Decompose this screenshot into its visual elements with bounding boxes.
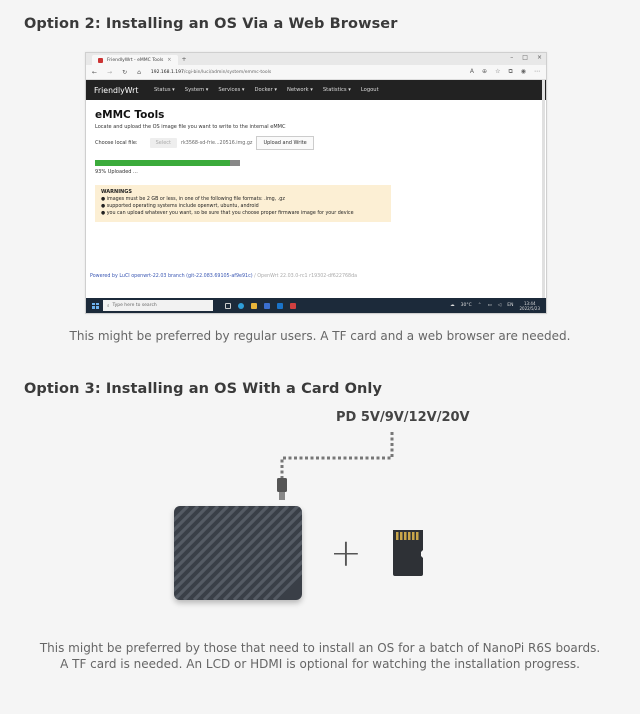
search-icon: ⌕ xyxy=(107,303,110,309)
tray-arrow-icon[interactable]: ⌃ xyxy=(477,303,482,308)
nav-status[interactable]: Status ▾ xyxy=(154,87,175,93)
home-icon[interactable]: ⌂ xyxy=(137,68,141,76)
nanopi-r6s-device-icon xyxy=(174,506,302,600)
option2-title: Option 2: Installing an OS Via a Web Browser xyxy=(24,16,398,32)
nav-system[interactable]: System ▾ xyxy=(184,87,209,93)
collections-icon[interactable]: ⧉ xyxy=(508,68,513,75)
forward-icon[interactable]: → xyxy=(107,68,113,76)
read-aloud-icon[interactable]: A xyxy=(469,68,475,75)
weather-icon[interactable]: ☁ xyxy=(450,303,455,308)
nav-network[interactable]: Network ▾ xyxy=(286,87,313,93)
more-icon[interactable]: ⋯ xyxy=(534,68,540,75)
file-name: rk3568-sd-frie...20516.img.gz xyxy=(181,140,253,146)
option3-caption-line1: This might be preferred by those that need to install an OS for a batch of NanoPi R6S boards. xyxy=(39,641,601,655)
brand-logo[interactable]: FriendlyWrt xyxy=(94,85,139,95)
back-icon[interactable]: ← xyxy=(92,68,98,76)
zoom-icon[interactable]: ⊕ xyxy=(482,68,488,75)
clock-date: 2022/5/23 xyxy=(519,305,540,311)
nav-logout[interactable]: Logout xyxy=(360,87,379,93)
tf-card-icon xyxy=(391,530,425,576)
warning-item: ● images must be 2 GB or less, in one of the following file formats: .img, .gz xyxy=(101,197,285,202)
profile-icon[interactable]: ◉ xyxy=(520,68,526,75)
favorite-icon[interactable]: ☆ xyxy=(495,68,501,75)
clock-time: 13:44 xyxy=(523,300,536,306)
option2-caption: This might be preferred by regular users. A TF card and a web browser are needed. xyxy=(69,329,571,343)
weather-temp: 30°C xyxy=(460,303,472,308)
plus-icon: + xyxy=(330,531,362,575)
page-title: eMMC Tools xyxy=(95,109,165,121)
new-tab-button[interactable]: + xyxy=(181,55,187,63)
option3-title: Option 3: Installing an OS With a Card Only xyxy=(24,381,383,397)
luci-footer-link[interactable]: Powered by LuCI openwrt-22.03 branch (git-22.083.69105-af9e91c) xyxy=(90,274,253,279)
language-indicator[interactable]: EN xyxy=(507,303,514,308)
upload-and-write-button[interactable]: Upload and Write xyxy=(256,136,313,150)
option3-caption-line2: A TF card is needed. An LCD or HDMI is optional for watching the installation progress. xyxy=(60,657,580,671)
network-icon[interactable]: ▭ xyxy=(487,303,492,308)
usb-c-plug-icon xyxy=(277,478,287,492)
warning-item: ● supported operating systems include openwrt, ubuntu, android xyxy=(101,204,259,209)
url-field[interactable]: 192.168.1.197/cgi-bin/luci/admin/system/emmc-tools xyxy=(150,69,272,75)
window-close-icon[interactable]: × xyxy=(536,54,542,61)
progress-text: 93% Uploaded ... xyxy=(95,169,138,175)
tab-title: FriendlyWrt - eMMC Tools xyxy=(107,57,164,63)
nav-statistics[interactable]: Statistics ▾ xyxy=(322,87,351,93)
refresh-icon[interactable]: ↻ xyxy=(122,68,128,76)
maximize-icon[interactable]: □ xyxy=(522,54,528,61)
warnings-title: WARNINGS xyxy=(101,189,132,195)
warning-item: ● you can upload whatever you want, so be sure that you choose proper firmware image for your device xyxy=(101,211,354,216)
nav-docker[interactable]: Docker ▾ xyxy=(254,87,277,93)
pd-power-label: PD 5V/9V/12V/20V xyxy=(336,410,470,425)
select-button[interactable]: Select xyxy=(150,138,177,148)
page-subtitle: Locate and upload the OS image file you want to write to the internal eMMC xyxy=(95,124,286,130)
close-icon[interactable]: × xyxy=(167,57,172,63)
openwrt-version: / OpenWrt 22.03.0-rc1 r19302-df622768da xyxy=(252,274,358,279)
taskbar-search-placeholder: Type here to search xyxy=(112,303,157,308)
volume-icon[interactable]: ◁ xyxy=(497,303,502,308)
nav-services[interactable]: Services ▾ xyxy=(218,87,245,93)
choose-file-label: Choose local file: xyxy=(95,140,138,146)
minimize-icon[interactable]: – xyxy=(510,54,514,61)
